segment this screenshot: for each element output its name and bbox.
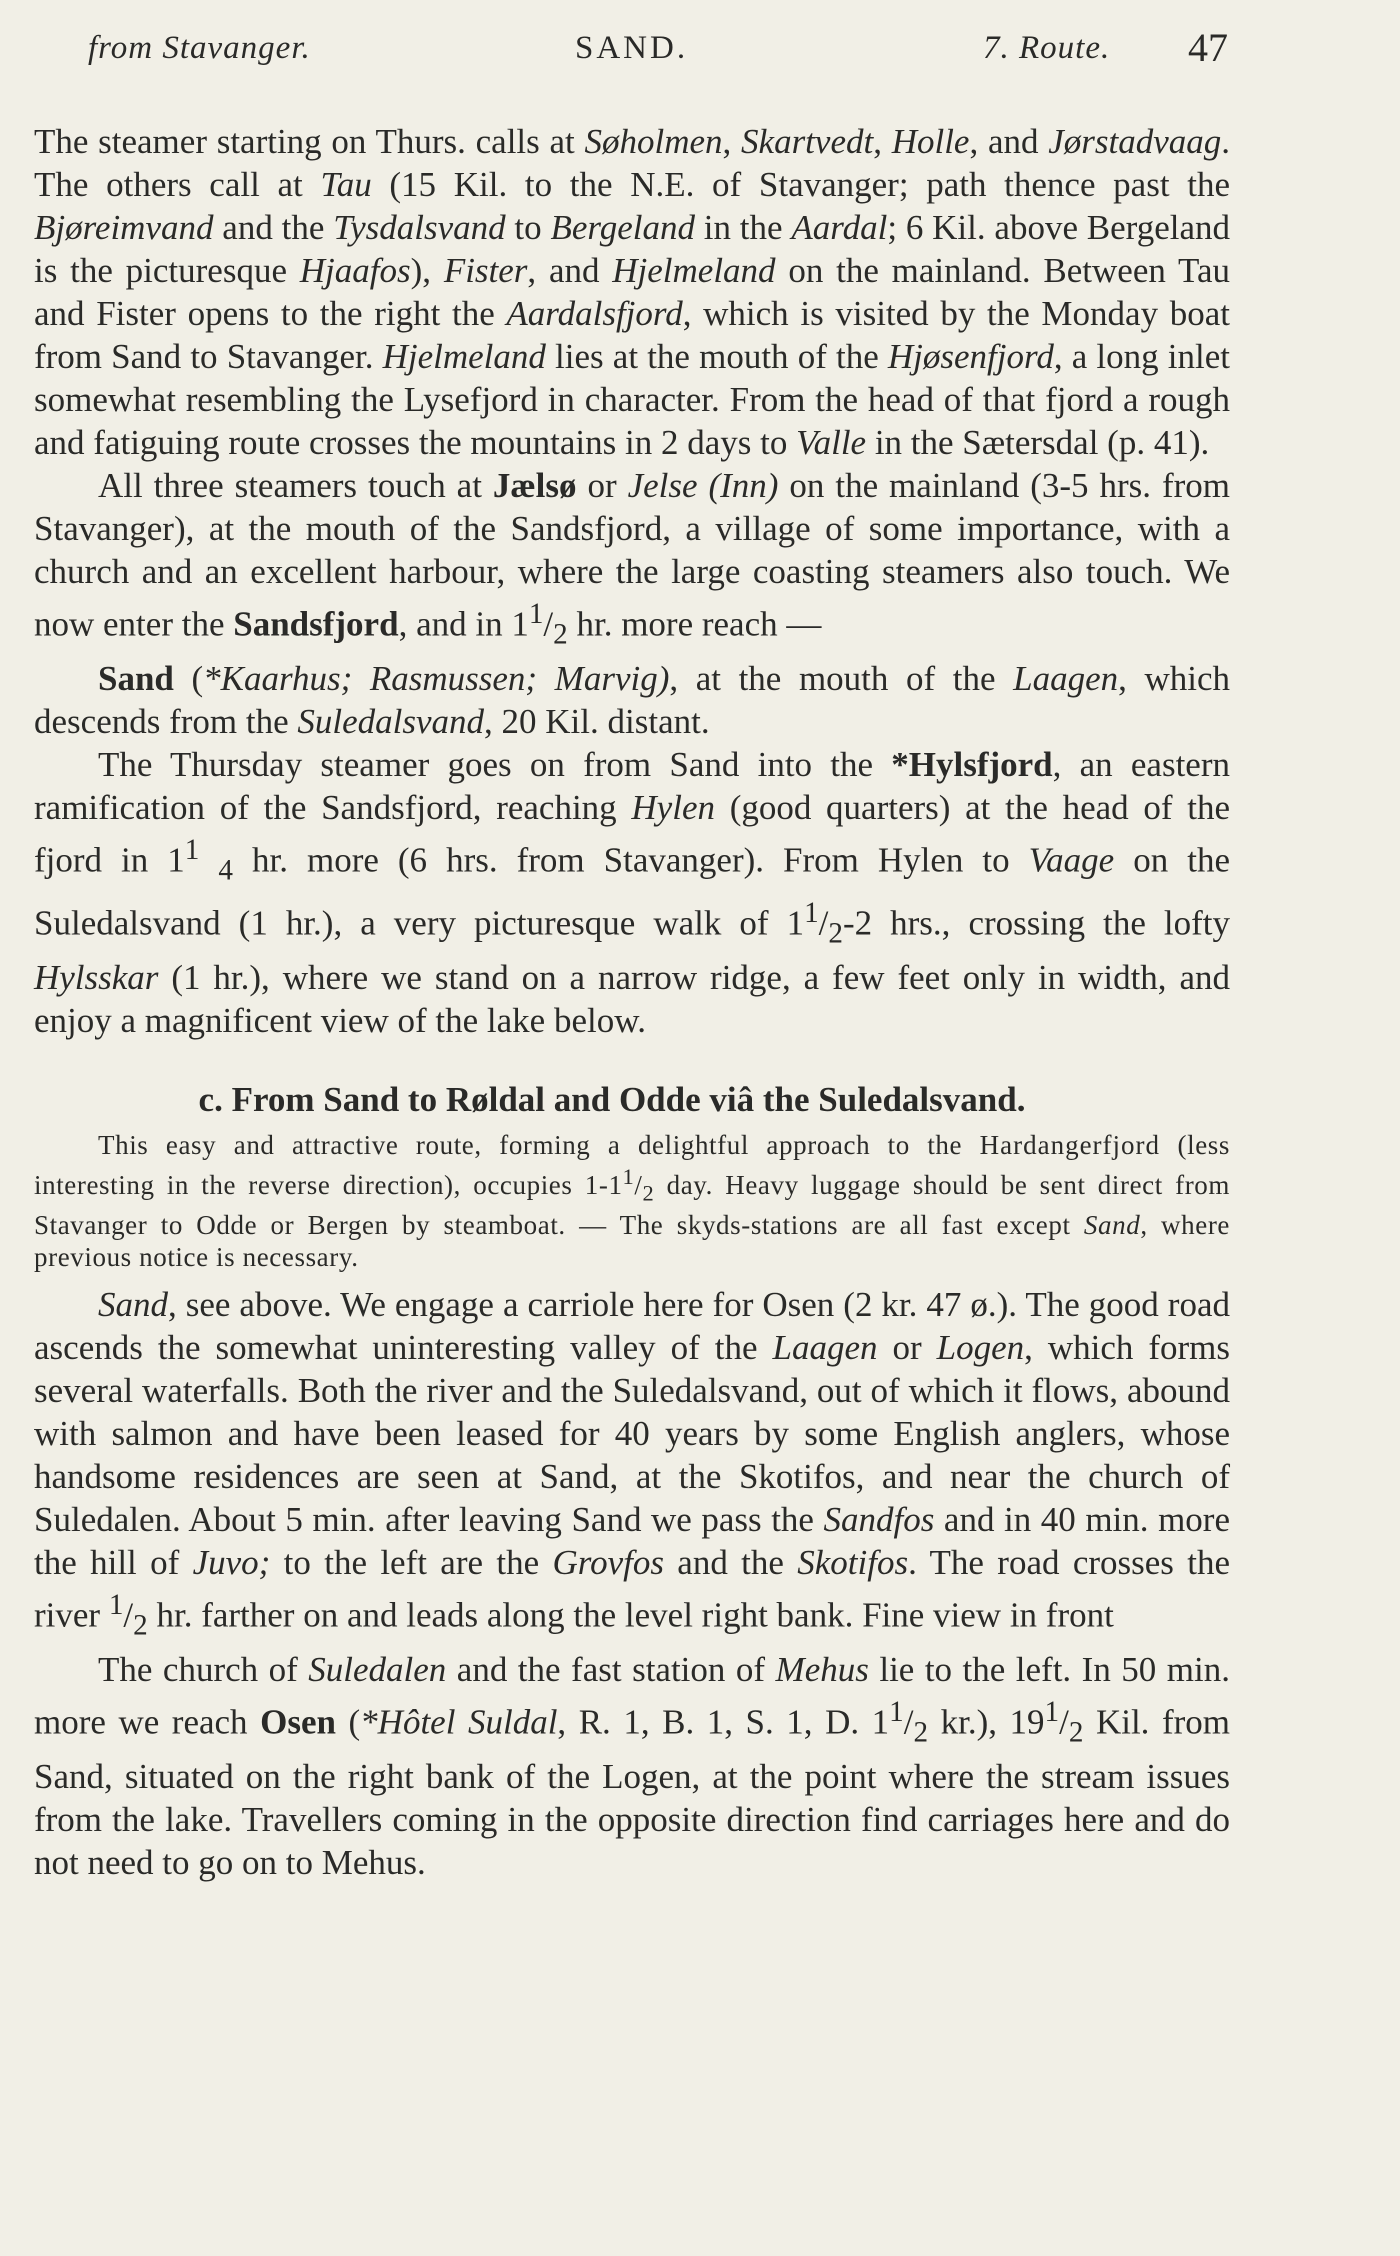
page-body [34, 120, 1230, 1884]
page-number: 47 [1188, 25, 1228, 70]
paragraph-steamer-calls: The steamer starting on Thurs. calls at Søholmen, Skartvedt, Holle, and Jørstadvaag. The others call at Tau (15 Kil. to the N.E. of Stavanger; path thence past the Bjøreimvand and the Tysdalsvand to Bergeland in the Aardal; 6 Kil. above Bergeland is the picturesque Hjaafos), Fister, and Hjelmeland on the mainland. Between Tau and Fister opens to the right the Aardalsfjord, which is visited by the Monday boat from Sand to Stavanger. Hjelmeland lies at the mouth of the Hjøsenfjord, a long inlet somewhat resembling the Lysefjord in character. From the head of that fjord a rough and fatiguing route crosses the mountains in 2 days to Valle in the Sætersdal (p. 41). [34, 122, 1231, 462]
paragraph-jaelso: All three steamers touch at Jælsø or Jelse (Inn) on the mainland (3-5 hrs. from Stavanger), at the mouth of the Sandsfjord, a village of some importance, with a church and an excellent harbour, where the large coasting steamers also touch. We now enter the Sandsfjord, and in $1^1/_2$ hr. more reach — [34, 466, 1231, 651]
running-header [88, 25, 1228, 80]
paragraph-hylsfjord: The Thursday steamer goes on from Sand into the *Hylsfjord, an eastern ramification of the Sandsfjord, reaching Hylen (good quarters) at the head of the fjord in $1^1$ $_4$ hr. more (6 hrs. from Stavanger). From Hylen to Vaage on the Suledalsvand (1 hr.), a very picturesque walk of $1^1/_2-2$ hrs., crossing the lofty Hylsskar (1 hr.), where we stand on a narrow ridge, a few feet only in width, and enjoy a magnificent view of the lake below. [34, 744, 1231, 1040]
paragraph-osen: The church of Suledalen and the fast station of Mehus lie to the left. In 50 min. more we reach Osen (*Hôtel Suldal, R. 1, B. 1, S. 1, D. $1^1/_2$ kr.), $19^1/_2$ Kil. from Sand, situated on the right bank of the Logen, at the point where the stream issues from the lake. Travellers coming in the opposite direction find carriages here and do not need to go on to Mehus. [34, 1650, 1231, 1882]
header-left: from Stavanger. [88, 30, 311, 66]
header-title: SAND. [575, 30, 689, 66]
paragraph-sand: Sand (*Kaarhus; Rasmussen; Marvig), at the mouth of the Laagen, which descends from the Suledalsvand, 20 Kil. distant. [34, 658, 1230, 741]
route-note: This easy and attractive route, forming a delightful approach to the Hardangerfjord (less interesting in the reverse direction), occupies $1-1^1/_2$ day. Heavy luggage should be sent direct from Stavanger to Odde or Bergen by steamboat. — The skyds-stations are all fast except Sand, where previous notice is necessary. [34, 1129, 1231, 1273]
header-route: 7. Route. [983, 30, 1111, 66]
paragraph-sand-road: Sand, see above. We engage a carriole here for Osen (2 kr. 47 ø.). The good road ascends the somewhat uninteresting valley of the Laagen or Logen, which forms several waterfalls. Both the river and the Suledalsvand, out of which it flows, abound with salmon and have been leased for 40 years by some English anglers, whose handsome residences are seen at Sand, at the Skotifos, and near the church of Suledalen. About 5 min. after leaving Sand we pass the Sandfos and in 40 min. more the hill of Juvo; to the left are the Grovfos and the Skotifos. The road crosses the river $^1/_2$ hr. farther on and leads along the level right bank. Fine view in front [34, 1285, 1231, 1643]
section-heading: c. From Sand to Røldal and Odde viâ the Suledalsvand. [198, 1079, 1026, 1119]
